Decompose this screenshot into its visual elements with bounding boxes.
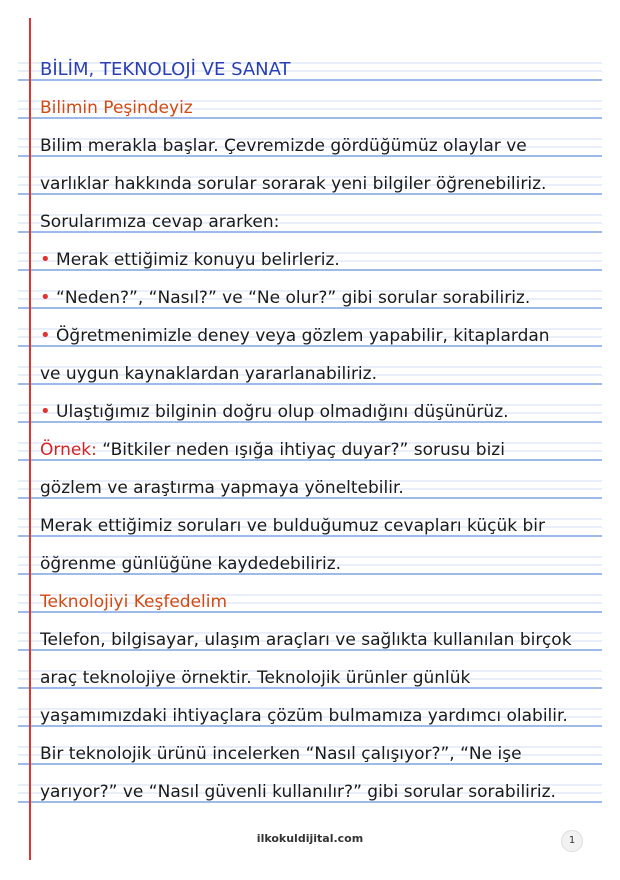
bullet-item bbox=[40, 286, 600, 310]
footer-site-name: ilkokuldijital.com bbox=[256, 832, 364, 845]
paragraph-line: öğrenme günlüğüne kaydedebiliriz. bbox=[40, 554, 342, 574]
bullet-continuation: ve uygun kaynaklardan yararlanabiliriz. bbox=[40, 364, 377, 384]
margin-line bbox=[29, 18, 31, 860]
page-title: BİLİM, TEKNOLOJİ VE SANAT bbox=[40, 59, 291, 80]
paragraph-line: Sorularımıza cevap ararken: bbox=[40, 212, 280, 232]
section-heading-bilim: Bilimin Peşindeyiz bbox=[40, 98, 193, 118]
bullet-dot-icon: • bbox=[40, 287, 51, 308]
bullet-item bbox=[40, 324, 600, 348]
paragraph-line: araç teknolojiye örnektir. Teknolojik ürünler günlük bbox=[40, 668, 471, 688]
example-label: Örnek: bbox=[40, 440, 97, 460]
bullet-text: Öğretmenimizle deney veya gözlem yapabilir, kitaplardan bbox=[56, 326, 550, 346]
example-text: “Bitkiler neden ışığa ihtiyaç duyar?” sorusu bizi bbox=[102, 440, 505, 460]
paragraph-line: gözlem ve araştırma yapmaya yöneltebilir. bbox=[40, 478, 404, 498]
paragraph-line: Merak ettiğimiz soruları ve bulduğumuz cevapları küçük bir bbox=[40, 516, 546, 536]
paragraph-line: Bir teknolojik ürünü incelerken “Nasıl çalışıyor?”, “Ne işe bbox=[40, 744, 522, 764]
bullet-item bbox=[40, 400, 600, 424]
paragraph-line: yarıyor?” ve “Nasıl güvenli kullanılır?” gibi sorular sorabiliriz. bbox=[40, 782, 556, 802]
example-line bbox=[40, 438, 600, 462]
bullet-dot-icon: • bbox=[40, 325, 51, 346]
bullet-text: “Neden?”, “Nasıl?” ve “Ne olur?” gibi sorular sorabiliriz. bbox=[56, 288, 531, 308]
bullet-item bbox=[40, 248, 600, 272]
paragraph-line: Telefon, bilgisayar, ulaşım araçları ve sağlıkta kullanılan birçok bbox=[40, 630, 572, 650]
page-number-badge: 1 bbox=[561, 830, 583, 852]
paragraph-line: yaşamımızdaki ihtiyaçlara çözüm bulmamıza yardımcı olabilir. bbox=[40, 706, 568, 726]
section-heading-teknoloji: Teknolojiyi Keşfedelim bbox=[40, 592, 228, 612]
bullet-text: Merak ettiğimiz konuyu belirleriz. bbox=[56, 250, 340, 270]
bullet-text: Ulaştığımız bilginin doğru olup olmadığını düşünürüz. bbox=[56, 402, 509, 422]
paragraph-line: Bilim merakla başlar. Çevremizde gördüğümüz olaylar ve bbox=[40, 136, 527, 156]
bullet-dot-icon: • bbox=[40, 249, 51, 270]
bullet-dot-icon: • bbox=[40, 401, 51, 422]
paragraph-line: varlıklar hakkında sorular sorarak yeni bilgiler öğrenebiliriz. bbox=[40, 174, 547, 194]
